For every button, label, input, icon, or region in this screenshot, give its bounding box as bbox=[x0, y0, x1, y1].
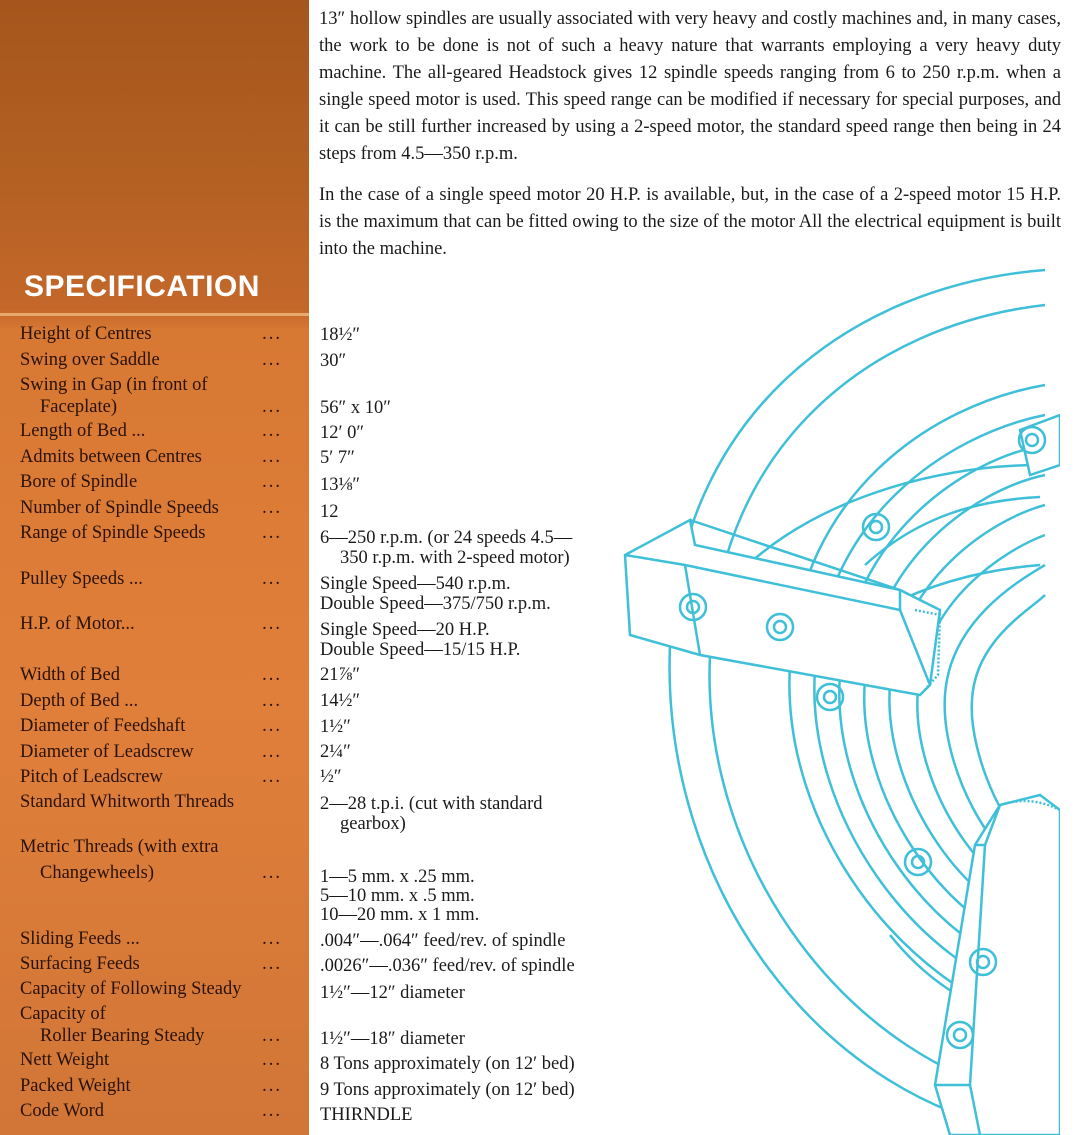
spec-label: Pitch of Leadscrew ... bbox=[20, 767, 282, 787]
spec-value: 8 Tons approximately (on 12′ bed) bbox=[320, 1054, 575, 1074]
chuck-illustration bbox=[600, 265, 1060, 1135]
spec-value: 350 r.p.m. with 2-speed motor) bbox=[340, 548, 570, 568]
spec-value: 13⅛″ bbox=[320, 475, 361, 495]
spec-label: Swing over Saddle ... bbox=[20, 350, 282, 370]
spec-value: 12′ 0″ bbox=[320, 423, 365, 443]
spec-value: 6—250 r.p.m. (or 24 speeds 4.5— bbox=[320, 528, 573, 548]
spec-label: H.P. of Motor... ... bbox=[20, 614, 282, 634]
spec-value: 2—28 t.p.i. (cut with standard bbox=[320, 794, 543, 814]
spec-value: 1½″—12″ diameter bbox=[320, 983, 465, 1003]
spec-label: Nett Weight ... bbox=[20, 1050, 282, 1070]
spec-label: Sliding Feeds ... ... bbox=[20, 929, 282, 949]
spec-value: Single Speed—540 r.p.m. bbox=[320, 574, 511, 594]
spec-value: 18½″ bbox=[320, 325, 361, 345]
spec-value: .0026″—.036″ feed/rev. of spindle bbox=[320, 956, 575, 976]
spec-label: Height of Centres ... bbox=[20, 324, 282, 344]
spec-label: Pulley Speeds ... ... bbox=[20, 569, 282, 589]
spec-label: Swing in Gap (in front of Faceplate) ... bbox=[20, 375, 282, 417]
spec-value: Double Speed—375/750 r.p.m. bbox=[320, 594, 551, 614]
spec-label: Admits between Centres ... bbox=[20, 447, 282, 467]
intro-text bbox=[319, 6, 1061, 277]
spec-value: 12 bbox=[320, 502, 339, 522]
spec-value: 5—10 mm. x .5 mm. bbox=[320, 886, 475, 906]
spec-value: ½″ bbox=[320, 767, 342, 787]
spec-value: 10—20 mm. x 1 mm. bbox=[320, 905, 480, 925]
spec-value: Double Speed—15/15 H.P. bbox=[320, 640, 521, 660]
spec-label: Number of Spindle Speeds ... bbox=[20, 498, 282, 518]
spec-label: Metric Threads (with extra Changewheels) ... bbox=[20, 837, 282, 883]
spec-label: Bore of Spindle ... bbox=[20, 472, 282, 492]
spec-value: .004″—.064″ feed/rev. of spindle bbox=[320, 931, 566, 951]
spec-value: gearbox) bbox=[340, 814, 406, 834]
spec-label: Packed Weight ... bbox=[20, 1076, 282, 1096]
spec-value: 2¼″ bbox=[320, 742, 351, 762]
spec-value: 1½″—18″ diameter bbox=[320, 1029, 465, 1049]
spec-value: 30″ bbox=[320, 351, 347, 371]
spec-label: Range of Spindle Speeds ... bbox=[20, 523, 282, 543]
spec-label: Surfacing Feeds ... bbox=[20, 954, 282, 974]
spec-label: Diameter of Feedshaft ... bbox=[20, 716, 282, 736]
spec-value: 56″ x 10″ bbox=[320, 398, 391, 418]
spec-label: Length of Bed ... ... bbox=[20, 421, 282, 441]
spec-value: 1½″ bbox=[320, 717, 351, 737]
spec-value: THIRNDLE bbox=[320, 1105, 413, 1125]
spec-label: Standard Whitworth Threads bbox=[20, 792, 235, 812]
spec-label: Capacity of Following Steady bbox=[20, 979, 242, 999]
spec-value: 1—5 mm. x .25 mm. bbox=[320, 867, 475, 887]
specification-heading: SPECIFICATION bbox=[24, 270, 260, 303]
heading-divider bbox=[0, 313, 309, 316]
spec-label: Width of Bed ... bbox=[20, 665, 282, 685]
spec-value: 14½″ bbox=[320, 691, 361, 711]
spec-label: Diameter of Leadscrew ... bbox=[20, 742, 282, 762]
spec-value: 9 Tons approximately (on 12′ bed) bbox=[320, 1080, 575, 1100]
spec-value: Single Speed—20 H.P. bbox=[320, 620, 490, 640]
spec-label: Code Word ... bbox=[20, 1101, 282, 1121]
intro-paragraph-2: In the case of a single speed motor 20 H.P. is available, but, in the case of a 2-speed motor 15 H.P. is the maximum that can be fitted owing to the size of the motor All the electrical equipment is built into the machine. bbox=[319, 185, 1061, 259]
spec-value: 5′ 7″ bbox=[320, 448, 355, 468]
spec-label: Capacity of Roller Bearing Steady ... bbox=[20, 1004, 282, 1046]
spec-label: Depth of Bed ... ... bbox=[20, 691, 282, 711]
spec-value: 21⅞″ bbox=[320, 665, 361, 685]
intro-paragraph-1: 13″ hollow spindles are usually associated with very heavy and costly machines and, in many cases, the work to be done is not of such a heavy nature that warrants employing a very heavy duty machine. The all-geared Headstock gives 12 spindle speeds ranging from 6 to 250 r.p.m. when a single speed motor is used. This speed range can be modified if necessary for special purposes, and it can be still further increased by using a 2-speed motor, the standard speed range then being in 24 steps from 4.5—350 r.p.m. bbox=[319, 9, 1061, 164]
